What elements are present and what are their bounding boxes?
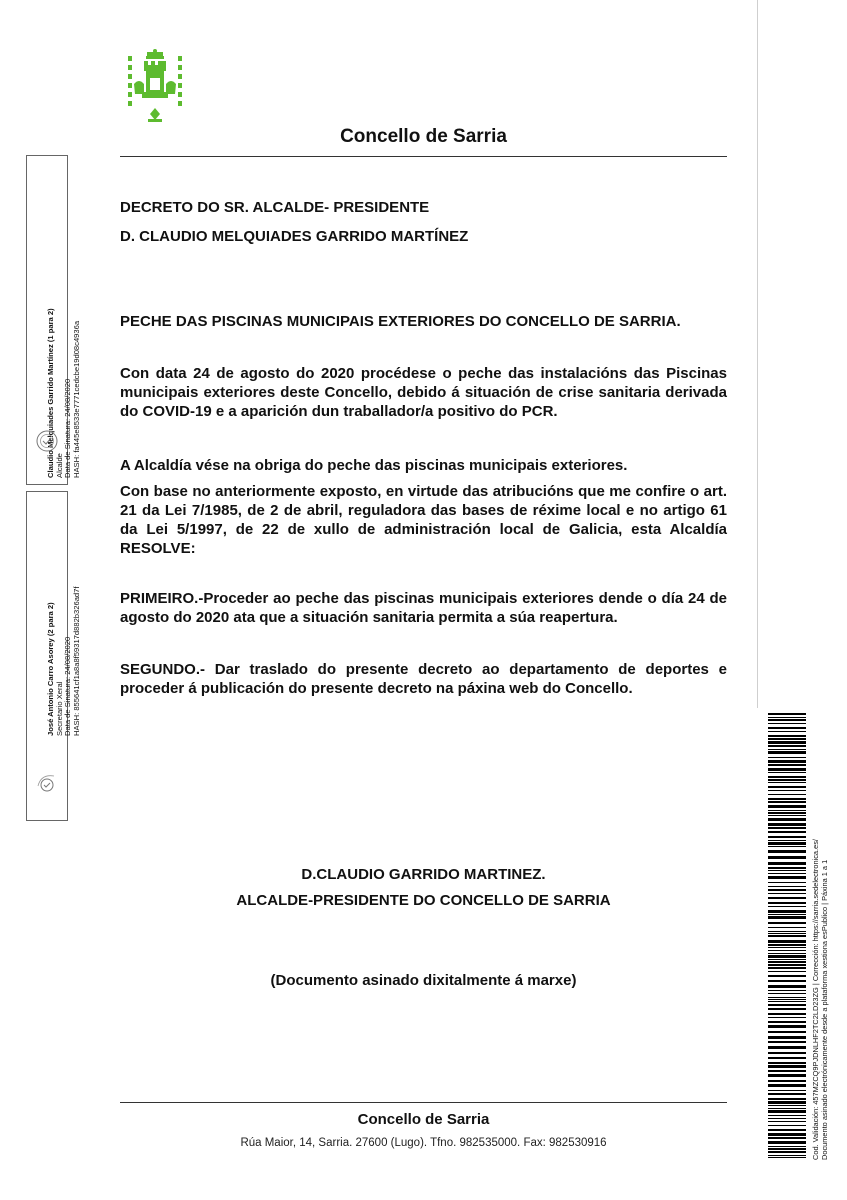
barcode-bar: [768, 1118, 806, 1119]
barcode-bar: [768, 889, 806, 891]
barcode-bar: [768, 997, 806, 998]
barcode-bar: [768, 856, 806, 859]
barcode-bar: [768, 1137, 806, 1139]
barcode-bar: [768, 971, 806, 972]
decree-heading-mayor: D. CLAUDIO MELQUIADES GARRIDO MARTÍNEZ: [120, 228, 469, 245]
barcode-bar: [768, 842, 806, 845]
barcode-bar: [768, 947, 806, 948]
page-edge-line: [757, 0, 758, 708]
barcode-bar: [768, 846, 806, 847]
barcode-bar: [768, 1017, 806, 1018]
barcode-bar: [768, 1062, 806, 1064]
barcode-bar: [768, 713, 806, 715]
barcode-bar: [768, 801, 806, 803]
barcode-bar: [768, 1074, 806, 1077]
barcode-bar: [768, 831, 806, 833]
validation-code-line: Cod. Validación: 457MZCQ9PJDNLHF2TC2LD23ZG | Corrección: https://sarria.sedelectronica.es/: [811, 839, 820, 1160]
barcode-bar: [768, 723, 806, 724]
barcode-bar: [768, 779, 806, 781]
barcode-bar: [768, 1084, 806, 1087]
signature-2-date: Data de Sinatura: 24/08/2020: [63, 636, 73, 736]
header-divider: [120, 156, 727, 157]
barcode: [768, 713, 806, 1161]
decree-paragraph-3: Con base no anteriormente exposto, en virtude das atribucións que me confire o art. 21 da Lei 7/1985, de 2 de abril, reguladora das bases de réxime local e no artigo 61 da Lei 5/1997, de 22 de xullo de administración local de Galicia, esta Alcaldía RESOLVE:: [120, 483, 727, 557]
barcode-bar: [768, 735, 806, 737]
barcode-bar: [768, 882, 806, 883]
barcode-bar: [768, 897, 806, 899]
decree-paragraph-2: A Alcaldía vése na obriga do peche das piscinas municipais exteriores.: [120, 457, 628, 474]
barcode-bar: [768, 910, 806, 913]
signatory-name: D.CLAUDIO GARRIDO MARTINEZ.: [301, 866, 546, 883]
decree-primeiro: PRIMEIRO.-Proceder ao peche das piscinas municipais exteriores dende o día 24 de agosto do 2020 ata que a situación sanitaria permita a súa reapertura.: [120, 590, 727, 626]
barcode-bar: [768, 1105, 806, 1106]
seal-stamp-icon: [36, 772, 58, 794]
signature-2-signer: José Antonio Carro Asorey (2 para 2): [46, 602, 55, 736]
barcode-bar: [768, 745, 806, 747]
barcode-bar: [768, 815, 806, 816]
signature-box-1: [26, 155, 81, 485]
signature-box-2: [26, 491, 81, 821]
barcode-bar: [768, 1008, 806, 1010]
barcode-bar: [768, 1133, 806, 1136]
barcode-bar: [768, 940, 806, 943]
barcode-bar: [768, 850, 806, 853]
barcode-bar: [768, 1115, 806, 1116]
signature-1-role: Alcalde: [54, 453, 64, 478]
barcode-bar: [768, 1013, 806, 1015]
barcode-bar: [768, 805, 806, 808]
header-title: Concello de Sarria: [340, 126, 507, 147]
barcode-bar: [768, 975, 806, 977]
validation-text: [811, 839, 829, 1160]
barcode-bar: [768, 916, 806, 919]
signature-2-role: Secretario Xeral: [54, 681, 64, 736]
barcode-bar: [768, 1025, 806, 1028]
footer-divider: [120, 1102, 727, 1103]
barcode-bar: [768, 867, 806, 869]
barcode-bar: [768, 1141, 806, 1144]
barcode-bar: [768, 827, 806, 829]
barcode-bar: [768, 953, 806, 954]
barcode-bar: [768, 1036, 806, 1039]
barcode-bar: [768, 1090, 806, 1091]
barcode-bar: [768, 980, 806, 982]
barcode-bar: [768, 1004, 806, 1006]
barcode-bar: [768, 1121, 806, 1122]
decree-heading-title: DECRETO DO SR. ALCALDE- PRESIDENTE: [120, 199, 430, 216]
barcode-bar: [768, 1080, 806, 1082]
barcode-bar: [768, 931, 806, 932]
barcode-bar: [768, 1157, 806, 1158]
barcode-bar: [768, 840, 806, 841]
barcode-bar: [768, 1148, 806, 1150]
barcode-bar: [768, 927, 806, 928]
barcode-bar: [768, 1151, 806, 1153]
footer-address: Rúa Maior, 14, Sarria. 27600 (Lugo). Tfno. 982535000. Fax: 982530916: [240, 1137, 607, 1149]
barcode-bar: [768, 1125, 806, 1126]
barcode-bar: [768, 993, 806, 994]
barcode-bar: [768, 922, 806, 924]
coat-of-arms-logo: [124, 48, 186, 126]
barcode-bar: [768, 1001, 806, 1002]
signature-2-text: [47, 587, 81, 736]
barcode-bar: [768, 870, 806, 871]
barcode-bar: [768, 959, 806, 960]
barcode-bar: [768, 749, 806, 750]
barcode-bar: [768, 757, 806, 758]
signature-1-signer: Claudio Melquiades Garrido Martínez (1 para 2): [46, 308, 55, 478]
barcode-bar: [768, 873, 806, 874]
seal-stamp-icon: [36, 430, 58, 452]
barcode-bar: [768, 893, 806, 894]
barcode-bar: [768, 731, 806, 732]
barcode-bar: [768, 1108, 806, 1109]
barcode-bar: [768, 1021, 806, 1023]
barcode-bar: [768, 862, 806, 865]
footer-name: Concello de Sarria: [357, 1111, 490, 1128]
barcode-bar: [768, 876, 806, 879]
barcode-bar: [768, 764, 806, 766]
barcode-bar: [768, 794, 806, 795]
barcode-bar: [768, 944, 806, 946]
signature-1-text: [47, 308, 81, 478]
barcode-bar: [768, 1146, 806, 1147]
barcode-bar: [768, 751, 806, 754]
barcode-bar: [768, 1031, 806, 1033]
barcode-bar: [768, 836, 806, 838]
barcode-bar: [768, 818, 806, 821]
barcode-bar: [768, 782, 806, 783]
barcode-bar: [768, 1093, 806, 1095]
signature-1-hash: HASH: fa445e8533e7771cedcbe19d08c4936a: [71, 320, 81, 478]
digital-signature-note: (Documento asinado dixitalmente á marxe): [270, 972, 577, 989]
barcode-bar: [768, 1041, 806, 1043]
barcode-bar: [768, 1098, 806, 1100]
barcode-bar: [768, 955, 806, 958]
barcode-bar: [768, 950, 806, 951]
barcode-bar: [768, 999, 806, 1000]
barcode-bar: [768, 717, 806, 718]
validation-platform-line: Documento asinado electrónicamente desde a plataforma xestiona esPublico | Páxina 1 a 1: [820, 859, 829, 1160]
barcode-bar: [768, 719, 806, 721]
barcode-bar: [768, 1046, 806, 1049]
barcode-bar: [768, 985, 806, 988]
signatory-position: ALCALDE-PRESIDENTE DO CONCELLO DE SARRIA: [236, 892, 611, 909]
barcode-bar: [768, 990, 806, 991]
barcode-bar: [768, 776, 806, 778]
barcode-bar: [768, 760, 806, 763]
barcode-bar: [768, 967, 806, 969]
barcode-bar: [768, 961, 806, 963]
barcode-bar: [768, 768, 806, 771]
barcode-bar: [768, 1052, 806, 1054]
barcode-bar: [768, 914, 806, 915]
barcode-bar: [768, 935, 806, 937]
barcode-bar: [768, 810, 806, 811]
decree-segundo: SEGUNDO.- Dar traslado do presente decreto ao departamento de deportes e proceder á publicación do presente decreto na páxina web do Concello.: [120, 661, 727, 697]
signature-1-date: Data de Sinatura: 24/08/2020: [63, 378, 73, 478]
barcode-bar: [768, 933, 806, 934]
decree-paragraph-1: Con data 24 de agosto do 2020 procédese o peche das instalacións das Piscinas municipais exteriores deste Concello, debido á situación de crise sanitaria derivada do COVID-19 e a aparición dun traballador/a positivo do PCR.: [120, 365, 727, 420]
barcode-bar: [768, 886, 806, 887]
barcode-bar: [768, 1101, 806, 1104]
barcode-bar: [768, 823, 806, 826]
signature-2-hash: HASH: 855641cf1a8a8f59317d882b326ad7f: [71, 586, 81, 736]
barcode-bar: [768, 790, 806, 791]
barcode-bar: [768, 798, 806, 800]
barcode-bar: [768, 1065, 806, 1068]
barcode-bar: [768, 1129, 806, 1131]
barcode-bar: [768, 786, 806, 788]
barcode-bar: [768, 1057, 806, 1059]
barcode-bar: [768, 1070, 806, 1072]
barcode-bar: [768, 741, 806, 744]
barcode-bar: [768, 738, 806, 740]
barcode-bar: [768, 812, 806, 814]
barcode-bar: [768, 906, 806, 907]
barcode-bar: [768, 1110, 806, 1113]
barcode-bar: [768, 727, 806, 729]
barcode-bar: [768, 902, 806, 904]
barcode-bar: [768, 772, 806, 773]
barcode-bar: [768, 1155, 806, 1156]
barcode-bar: [768, 964, 806, 966]
decree-subject: PECHE DAS PISCINAS MUNICIPAIS EXTERIORES DO CONCELLO DE SARRIA.: [120, 313, 681, 330]
